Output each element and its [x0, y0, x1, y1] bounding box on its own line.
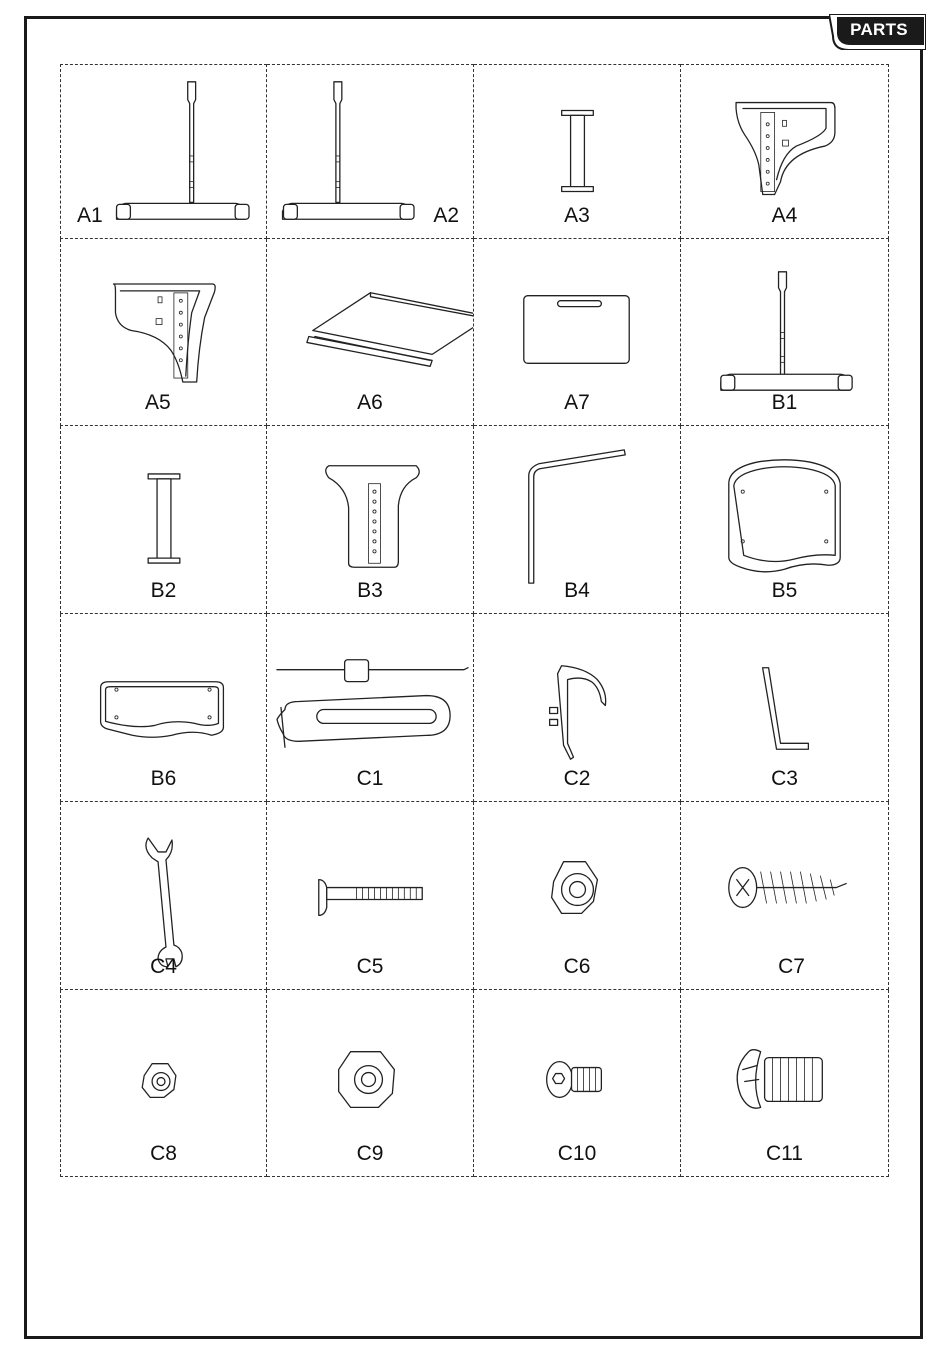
parts-tab-label: PARTS	[850, 20, 908, 39]
part-label: C5	[356, 955, 384, 978]
part-cell-c5	[267, 802, 474, 990]
part-cell-c9	[267, 990, 474, 1177]
part-label: C3	[771, 767, 798, 790]
part-label: C7	[778, 955, 805, 978]
part-label: C9	[356, 1142, 384, 1165]
part-cell-c11	[681, 990, 889, 1177]
part-label: C2	[563, 767, 591, 790]
part-cell-b5	[681, 426, 889, 614]
part-cell-c4	[60, 802, 267, 990]
part-label: A4	[771, 204, 798, 227]
part-label: C8	[150, 1142, 177, 1165]
part-cell-a3	[474, 64, 681, 239]
part-cell-a4	[681, 64, 889, 239]
part-label: C4	[150, 955, 177, 978]
part-label: C6	[563, 955, 591, 978]
part-label: A6	[357, 391, 383, 414]
part-label: A7	[564, 391, 590, 414]
part-label: C10	[557, 1142, 597, 1165]
part-label: B5	[771, 579, 798, 602]
part-cell-c6	[474, 802, 681, 990]
part-cell-c2	[474, 614, 681, 802]
part-cell-a5	[60, 239, 267, 426]
part-cell-c8	[60, 990, 267, 1177]
part-cell-a2	[267, 64, 474, 239]
part-label: C1	[356, 767, 384, 790]
part-label: A2	[433, 204, 459, 227]
part-label: B3	[357, 579, 383, 602]
part-label: B6	[150, 767, 177, 790]
part-cell-a7	[474, 239, 681, 426]
part-label: A5	[145, 391, 171, 414]
part-cell-c1	[267, 614, 474, 802]
part-cell-a6	[267, 239, 474, 426]
part-cell-c10	[474, 990, 681, 1177]
part-label: A1	[77, 204, 103, 227]
part-label: B2	[150, 579, 177, 602]
part-cell-b6	[60, 614, 267, 802]
part-label: B1	[771, 391, 798, 414]
part-cell-b2	[60, 426, 267, 614]
part-cell-b1	[681, 239, 889, 426]
part-cell-b3	[267, 426, 474, 614]
part-label: B4	[564, 579, 590, 602]
part-cell-c7	[681, 802, 889, 990]
part-label: A3	[564, 204, 590, 227]
part-cell-b4	[474, 426, 681, 614]
part-label: C11	[766, 1142, 803, 1165]
part-cell-c3	[681, 614, 889, 802]
parts-grid	[60, 64, 889, 1177]
part-cell-a1	[60, 64, 267, 239]
